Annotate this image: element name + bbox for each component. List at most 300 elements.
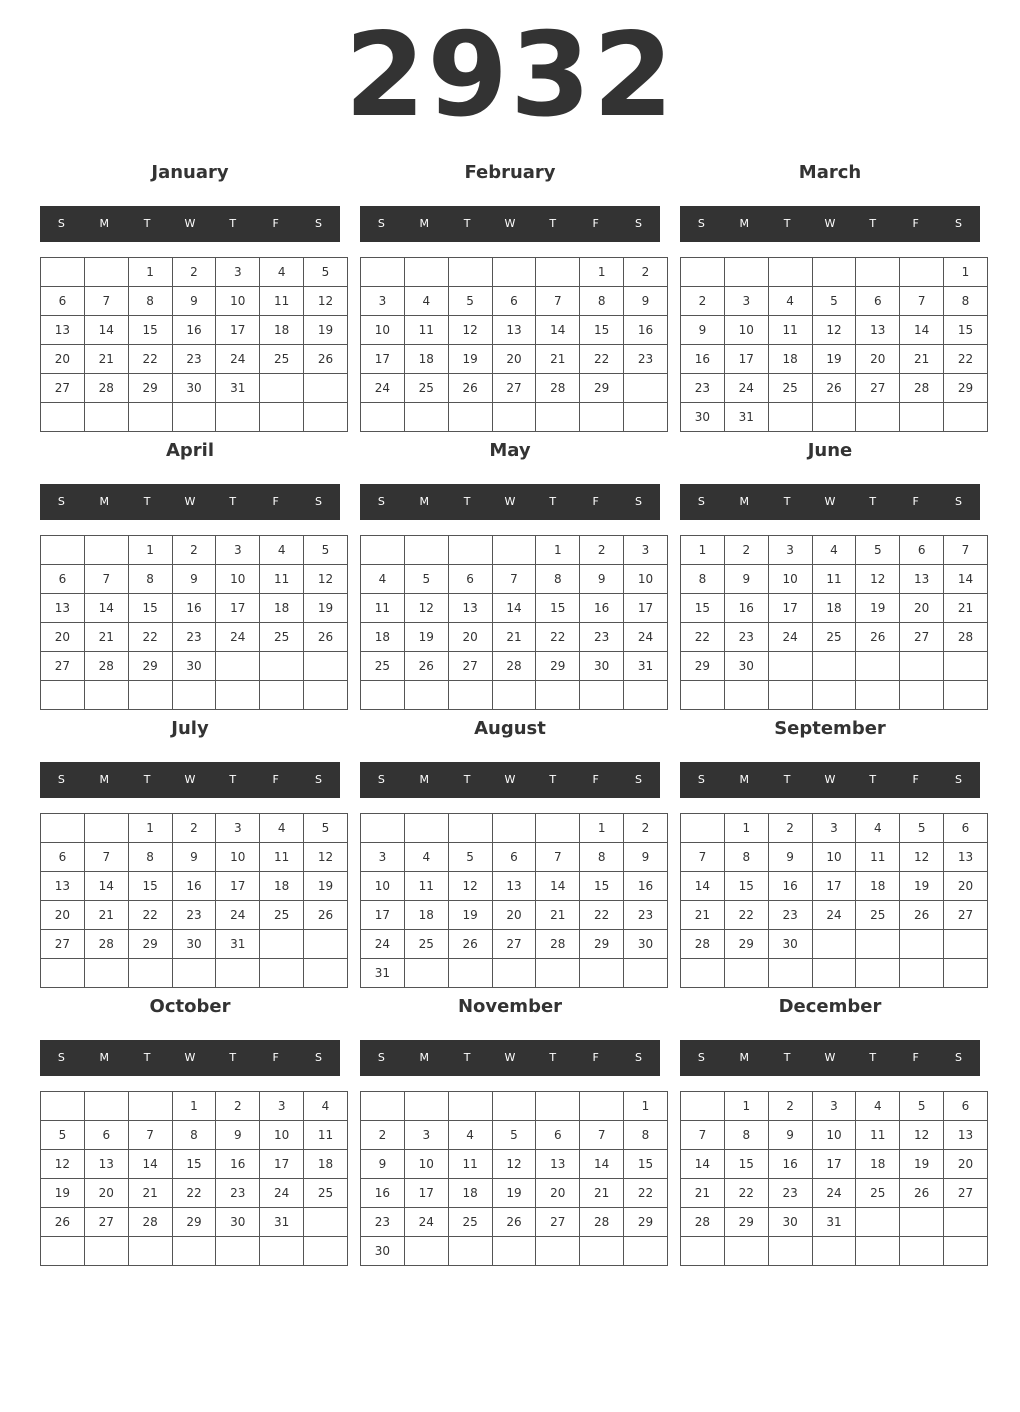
day-cell: 6 xyxy=(84,1121,128,1150)
day-cell xyxy=(448,681,492,710)
month-may xyxy=(360,436,660,706)
weekday-label: W xyxy=(184,217,196,230)
day-cell: 10 xyxy=(216,565,260,594)
day-cell xyxy=(856,652,900,681)
week-row xyxy=(41,287,348,316)
day-cell xyxy=(304,681,348,710)
day-cell xyxy=(724,1237,768,1266)
day-cell xyxy=(944,681,988,710)
day-cell: 16 xyxy=(216,1150,260,1179)
day-cell: 19 xyxy=(812,345,856,374)
day-cell: 4 xyxy=(856,1092,900,1121)
day-cell xyxy=(900,403,944,432)
day-cell xyxy=(128,959,172,988)
day-cell: 19 xyxy=(304,594,348,623)
day-cell: 11 xyxy=(260,843,304,872)
year-title: 2932 xyxy=(344,8,676,143)
day-cell: 1 xyxy=(681,536,725,565)
day-cell: 10 xyxy=(812,843,856,872)
weekday-label: T xyxy=(143,495,151,508)
day-cell: 20 xyxy=(84,1179,128,1208)
day-cell xyxy=(84,959,128,988)
day-cell: 21 xyxy=(84,901,128,930)
day-cell: 31 xyxy=(216,374,260,403)
day-cell xyxy=(768,959,812,988)
day-cell xyxy=(216,1237,260,1266)
week-row xyxy=(681,1092,988,1121)
day-cell: 20 xyxy=(492,901,536,930)
day-cell xyxy=(812,930,856,959)
weekday-label: T xyxy=(549,773,557,786)
day-cell: 7 xyxy=(536,843,580,872)
day-cell: 10 xyxy=(404,1150,448,1179)
weekday-header xyxy=(360,484,660,520)
day-cell: 15 xyxy=(944,316,988,345)
day-cell xyxy=(128,681,172,710)
month-september xyxy=(680,714,980,984)
day-cell: 12 xyxy=(812,316,856,345)
day-cell xyxy=(856,959,900,988)
day-cell: 19 xyxy=(304,872,348,901)
day-cell xyxy=(812,403,856,432)
day-cell xyxy=(260,959,304,988)
week-row xyxy=(41,872,348,901)
weekday-label: W xyxy=(504,495,516,508)
day-cell: 23 xyxy=(624,345,668,374)
day-grid xyxy=(360,535,668,710)
weekday-label: S xyxy=(954,495,962,508)
weekday-label: M xyxy=(419,773,430,786)
day-cell: 6 xyxy=(536,1121,580,1150)
month-name: November xyxy=(457,996,563,1017)
day-cell: 23 xyxy=(724,623,768,652)
week-row xyxy=(41,901,348,930)
weekday-label: M xyxy=(739,495,750,508)
day-cell: 25 xyxy=(812,623,856,652)
week-row xyxy=(681,1237,988,1266)
day-cell: 13 xyxy=(536,1150,580,1179)
day-cell: 4 xyxy=(404,287,448,316)
day-cell xyxy=(448,814,492,843)
weekday-label: T xyxy=(549,495,557,508)
week-row xyxy=(681,316,988,345)
day-cell: 16 xyxy=(172,594,216,623)
day-cell: 23 xyxy=(361,1208,405,1237)
day-cell: 7 xyxy=(580,1121,624,1150)
week-row xyxy=(681,814,988,843)
day-cell: 9 xyxy=(768,843,812,872)
weekday-header xyxy=(40,206,340,242)
week-row xyxy=(681,681,988,710)
day-cell: 15 xyxy=(724,872,768,901)
day-cell xyxy=(900,930,944,959)
day-cell: 2 xyxy=(172,258,216,287)
day-cell: 14 xyxy=(84,594,128,623)
day-cell xyxy=(404,1092,448,1121)
day-cell xyxy=(448,258,492,287)
day-cell xyxy=(492,1092,536,1121)
day-cell: 11 xyxy=(260,565,304,594)
day-cell: 14 xyxy=(128,1150,172,1179)
day-cell: 16 xyxy=(172,316,216,345)
weekday-label: W xyxy=(824,495,836,508)
day-cell: 7 xyxy=(492,565,536,594)
weekday-label: T xyxy=(869,1051,877,1064)
day-cell: 4 xyxy=(260,814,304,843)
day-cell: 21 xyxy=(84,345,128,374)
day-cell: 31 xyxy=(361,959,405,988)
day-cell: 20 xyxy=(856,345,900,374)
month-name: June xyxy=(807,440,853,461)
day-cell: 10 xyxy=(724,316,768,345)
day-cell: 15 xyxy=(536,594,580,623)
weekday-label: W xyxy=(824,217,836,230)
day-cell: 27 xyxy=(448,652,492,681)
week-row xyxy=(361,565,668,594)
weekday-label: M xyxy=(99,217,110,230)
day-cell: 2 xyxy=(724,536,768,565)
day-cell: 6 xyxy=(41,565,85,594)
day-cell: 30 xyxy=(216,1208,260,1237)
week-row xyxy=(41,1208,348,1237)
day-cell: 8 xyxy=(681,565,725,594)
day-cell: 11 xyxy=(856,1121,900,1150)
day-cell xyxy=(492,258,536,287)
day-cell: 19 xyxy=(856,594,900,623)
day-cell: 18 xyxy=(448,1179,492,1208)
day-cell: 24 xyxy=(404,1208,448,1237)
day-cell: 9 xyxy=(580,565,624,594)
day-cell: 14 xyxy=(944,565,988,594)
weekday-label: S xyxy=(57,217,65,230)
week-row xyxy=(41,565,348,594)
day-cell: 2 xyxy=(624,814,668,843)
day-cell: 21 xyxy=(128,1179,172,1208)
weekday-label: M xyxy=(419,495,430,508)
day-cell: 25 xyxy=(260,901,304,930)
day-cell: 27 xyxy=(41,652,85,681)
day-cell: 21 xyxy=(492,623,536,652)
day-cell: 14 xyxy=(681,1150,725,1179)
day-cell: 7 xyxy=(536,287,580,316)
day-cell xyxy=(304,374,348,403)
week-row xyxy=(361,1150,668,1179)
day-cell: 23 xyxy=(624,901,668,930)
day-cell: 4 xyxy=(448,1121,492,1150)
day-cell: 4 xyxy=(304,1092,348,1121)
day-cell: 28 xyxy=(681,930,725,959)
day-cell: 25 xyxy=(768,374,812,403)
day-cell: 31 xyxy=(260,1208,304,1237)
day-cell: 20 xyxy=(41,345,85,374)
day-cell: 7 xyxy=(84,565,128,594)
weekday-label: F xyxy=(912,217,919,230)
day-cell xyxy=(580,403,624,432)
week-row xyxy=(681,1121,988,1150)
day-cell: 25 xyxy=(260,623,304,652)
day-cell: 15 xyxy=(128,316,172,345)
day-cell: 7 xyxy=(681,1121,725,1150)
weekday-label: W xyxy=(184,1051,196,1064)
month-name: August xyxy=(474,718,546,739)
day-cell: 19 xyxy=(41,1179,85,1208)
day-cell xyxy=(84,258,128,287)
day-cell xyxy=(768,681,812,710)
day-cell: 9 xyxy=(172,287,216,316)
weekday-label: F xyxy=(272,495,279,508)
month-name: February xyxy=(464,162,556,183)
day-cell xyxy=(492,681,536,710)
day-cell: 17 xyxy=(260,1150,304,1179)
week-row xyxy=(361,872,668,901)
week-row xyxy=(41,681,348,710)
weekday-label: F xyxy=(592,495,599,508)
weekday-label: M xyxy=(419,217,430,230)
week-row xyxy=(681,843,988,872)
day-cell: 13 xyxy=(944,843,988,872)
day-cell xyxy=(216,681,260,710)
day-cell: 6 xyxy=(41,287,85,316)
day-cell: 18 xyxy=(260,316,304,345)
week-row xyxy=(681,872,988,901)
day-grid xyxy=(360,813,668,988)
day-cell: 29 xyxy=(724,930,768,959)
day-cell: 5 xyxy=(900,814,944,843)
day-cell xyxy=(812,959,856,988)
day-cell: 20 xyxy=(41,901,85,930)
day-cell xyxy=(216,652,260,681)
day-cell: 17 xyxy=(361,901,405,930)
day-cell: 26 xyxy=(812,374,856,403)
day-cell: 9 xyxy=(624,287,668,316)
day-cell: 21 xyxy=(536,345,580,374)
weekday-label: M xyxy=(739,1051,750,1064)
day-cell: 16 xyxy=(172,872,216,901)
weekday-label: T xyxy=(229,495,237,508)
day-cell: 3 xyxy=(404,1121,448,1150)
day-cell: 15 xyxy=(681,594,725,623)
week-row xyxy=(361,1121,668,1150)
day-cell xyxy=(580,681,624,710)
day-cell: 6 xyxy=(492,287,536,316)
day-cell: 10 xyxy=(768,565,812,594)
day-cell xyxy=(41,1237,85,1266)
weekday-label: M xyxy=(99,1051,110,1064)
weekday-label: S xyxy=(634,773,642,786)
day-cell: 3 xyxy=(812,814,856,843)
day-cell: 3 xyxy=(624,536,668,565)
day-cell: 3 xyxy=(768,536,812,565)
month-name: September xyxy=(774,718,886,739)
day-cell xyxy=(492,536,536,565)
day-cell: 18 xyxy=(856,872,900,901)
weekday-header xyxy=(680,484,980,520)
day-grid xyxy=(680,813,988,988)
week-row xyxy=(361,681,668,710)
weekday-header xyxy=(360,762,660,798)
day-cell: 16 xyxy=(624,316,668,345)
day-cell: 29 xyxy=(128,652,172,681)
day-cell: 1 xyxy=(580,258,624,287)
day-cell: 12 xyxy=(492,1150,536,1179)
day-cell xyxy=(681,814,725,843)
day-cell xyxy=(128,403,172,432)
day-cell: 3 xyxy=(216,814,260,843)
day-cell: 16 xyxy=(724,594,768,623)
day-cell xyxy=(404,959,448,988)
day-cell: 27 xyxy=(492,374,536,403)
day-cell xyxy=(492,1237,536,1266)
day-cell xyxy=(812,258,856,287)
day-cell: 25 xyxy=(856,901,900,930)
day-cell: 22 xyxy=(128,623,172,652)
week-row xyxy=(681,930,988,959)
week-row xyxy=(41,1121,348,1150)
week-row xyxy=(361,287,668,316)
week-row xyxy=(681,594,988,623)
day-cell xyxy=(768,258,812,287)
weekday-label: T xyxy=(549,217,557,230)
day-cell: 7 xyxy=(900,287,944,316)
day-cell: 17 xyxy=(812,1150,856,1179)
weekday-label: W xyxy=(824,1051,836,1064)
day-cell xyxy=(404,258,448,287)
week-row xyxy=(41,652,348,681)
weekday-header xyxy=(360,1040,660,1076)
day-cell: 13 xyxy=(41,316,85,345)
day-cell: 29 xyxy=(536,652,580,681)
day-cell: 2 xyxy=(361,1121,405,1150)
week-row xyxy=(41,536,348,565)
day-cell: 11 xyxy=(304,1121,348,1150)
day-cell: 15 xyxy=(128,594,172,623)
week-row xyxy=(681,287,988,316)
day-cell: 16 xyxy=(681,345,725,374)
day-cell xyxy=(304,1237,348,1266)
day-cell: 29 xyxy=(681,652,725,681)
day-cell: 28 xyxy=(84,652,128,681)
day-cell: 9 xyxy=(172,565,216,594)
day-cell: 14 xyxy=(84,316,128,345)
day-cell: 17 xyxy=(216,594,260,623)
day-cell: 2 xyxy=(216,1092,260,1121)
day-cell xyxy=(580,959,624,988)
day-cell: 24 xyxy=(361,374,405,403)
day-cell: 24 xyxy=(260,1179,304,1208)
day-cell xyxy=(768,403,812,432)
day-cell xyxy=(41,1092,85,1121)
weekday-label: S xyxy=(57,773,65,786)
week-row xyxy=(361,814,668,843)
day-cell xyxy=(624,403,668,432)
day-cell: 30 xyxy=(172,930,216,959)
weekday-header xyxy=(360,206,660,242)
weekday-label: T xyxy=(143,217,151,230)
day-cell: 18 xyxy=(404,901,448,930)
day-cell: 3 xyxy=(361,287,405,316)
day-cell: 31 xyxy=(624,652,668,681)
day-cell: 5 xyxy=(404,565,448,594)
day-cell: 27 xyxy=(900,623,944,652)
weekday-label: S xyxy=(377,1051,385,1064)
day-cell xyxy=(944,959,988,988)
day-cell xyxy=(944,403,988,432)
day-cell: 28 xyxy=(681,1208,725,1237)
day-cell: 18 xyxy=(812,594,856,623)
weekday-label: F xyxy=(912,495,919,508)
day-cell: 9 xyxy=(768,1121,812,1150)
day-cell: 4 xyxy=(404,843,448,872)
day-cell xyxy=(448,536,492,565)
day-cell xyxy=(856,681,900,710)
day-cell: 31 xyxy=(812,1208,856,1237)
day-cell: 22 xyxy=(944,345,988,374)
day-cell: 13 xyxy=(84,1150,128,1179)
weekday-label: S xyxy=(377,495,385,508)
weekday-header xyxy=(680,762,980,798)
day-cell xyxy=(856,258,900,287)
weekday-label: T xyxy=(229,1051,237,1064)
day-cell xyxy=(41,681,85,710)
day-cell: 23 xyxy=(768,1179,812,1208)
weekday-label: F xyxy=(272,1051,279,1064)
day-cell: 19 xyxy=(900,872,944,901)
week-row xyxy=(361,403,668,432)
day-cell: 1 xyxy=(624,1092,668,1121)
day-cell: 25 xyxy=(404,930,448,959)
month-august xyxy=(360,714,660,984)
day-cell xyxy=(41,536,85,565)
weekday-label: T xyxy=(229,217,237,230)
day-cell: 25 xyxy=(260,345,304,374)
day-cell: 29 xyxy=(944,374,988,403)
day-grid xyxy=(680,535,988,710)
week-row xyxy=(41,258,348,287)
day-cell: 20 xyxy=(448,623,492,652)
day-cell: 17 xyxy=(812,872,856,901)
weekday-label: S xyxy=(634,1051,642,1064)
day-cell: 3 xyxy=(724,287,768,316)
day-cell: 29 xyxy=(128,374,172,403)
day-cell: 19 xyxy=(492,1179,536,1208)
day-cell: 12 xyxy=(404,594,448,623)
weekday-label: T xyxy=(869,773,877,786)
day-cell: 27 xyxy=(944,901,988,930)
day-cell: 16 xyxy=(624,872,668,901)
day-cell: 26 xyxy=(448,374,492,403)
week-row xyxy=(41,959,348,988)
day-cell: 30 xyxy=(580,652,624,681)
week-row xyxy=(361,594,668,623)
day-cell: 26 xyxy=(304,901,348,930)
day-cell: 2 xyxy=(624,258,668,287)
day-cell: 22 xyxy=(172,1179,216,1208)
day-cell xyxy=(536,814,580,843)
day-cell: 10 xyxy=(260,1121,304,1150)
weekday-label: S xyxy=(697,495,705,508)
day-cell: 30 xyxy=(172,652,216,681)
day-cell: 11 xyxy=(856,843,900,872)
day-cell: 19 xyxy=(900,1150,944,1179)
day-cell: 8 xyxy=(624,1121,668,1150)
day-cell: 3 xyxy=(812,1092,856,1121)
day-cell: 17 xyxy=(216,316,260,345)
day-cell xyxy=(216,403,260,432)
day-cell xyxy=(361,814,405,843)
day-cell: 14 xyxy=(84,872,128,901)
day-cell: 19 xyxy=(448,345,492,374)
day-cell: 6 xyxy=(448,565,492,594)
